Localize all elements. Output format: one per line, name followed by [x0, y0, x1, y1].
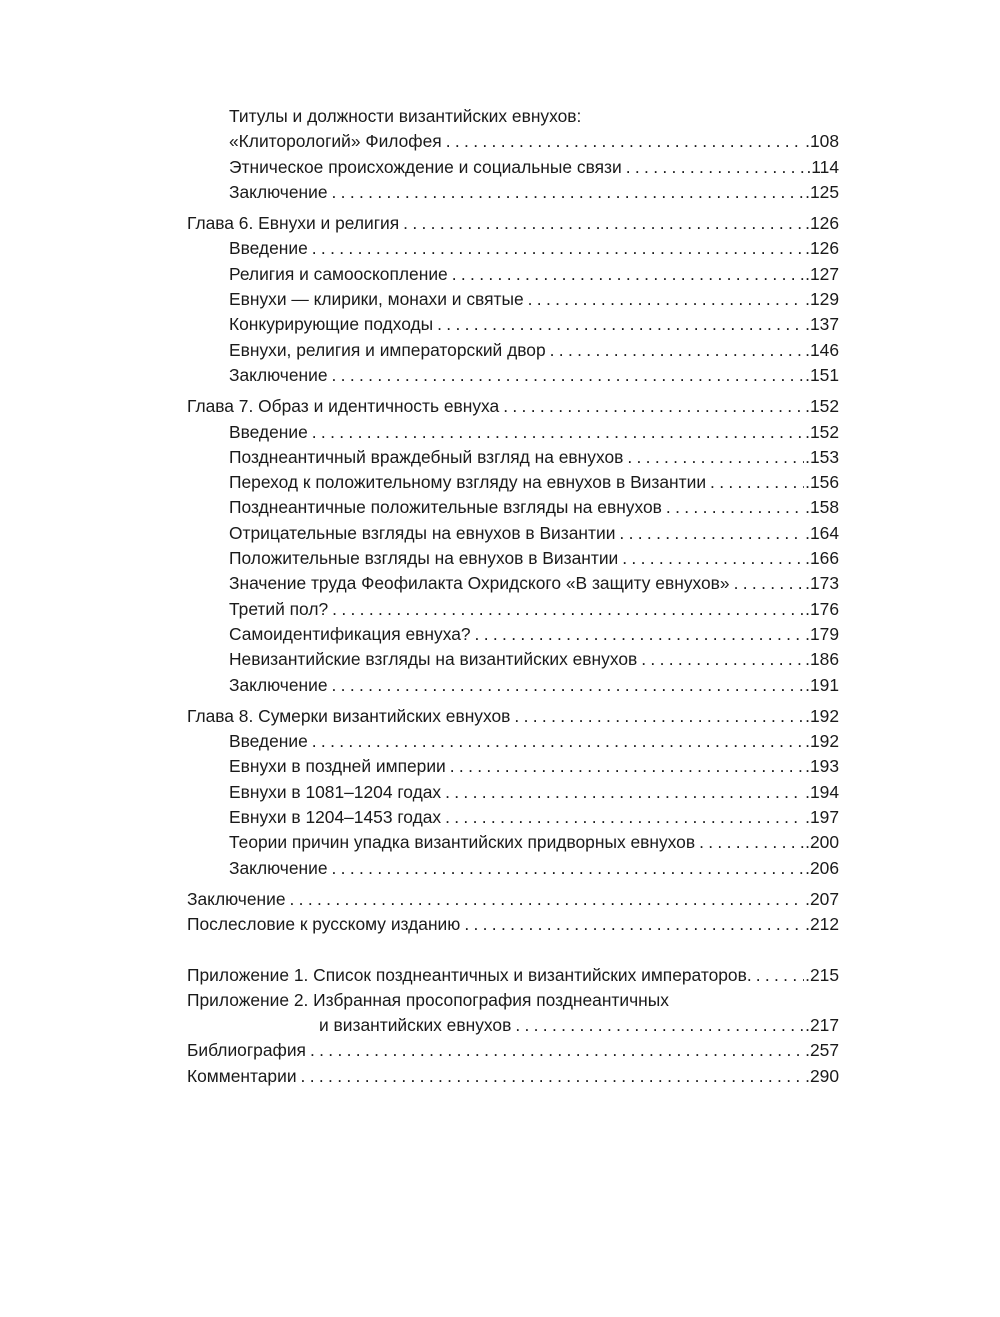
toc-entry — [187, 1013, 839, 1038]
toc-entry-page: .173 — [805, 573, 839, 594]
toc-entry — [187, 104, 839, 129]
dot-leader — [626, 155, 806, 180]
toc-entry-title: Религия и самооскопление — [229, 263, 448, 284]
dot-leader — [619, 521, 804, 546]
toc-entry-title: Этническое происхождение и социальные связи — [229, 156, 622, 177]
toc-entry-title: Переход к положительному взгляду на евнухов в Византии — [229, 472, 707, 493]
toc-entry-title: Третий пол? — [229, 598, 329, 619]
dot-leader — [310, 1038, 804, 1063]
toc-entry — [187, 597, 839, 622]
dot-leader — [756, 963, 804, 988]
dot-leader — [312, 729, 804, 754]
toc-entry-title: Титулы и должности византийских евнухов: — [229, 106, 582, 126]
dot-leader — [403, 211, 804, 236]
toc-entry-title: Значение труда Феофилакта Охридского «В защиту евнухов» — [229, 573, 730, 594]
dot-leader — [332, 673, 805, 698]
toc-entry — [187, 887, 839, 912]
toc-entry-page: .166 — [805, 548, 839, 569]
table-of-contents — [187, 104, 839, 1089]
toc-entry — [187, 729, 839, 754]
dot-leader — [734, 571, 805, 596]
toc-entry-page: .192 — [805, 705, 839, 726]
toc-entry-page: .192 — [805, 731, 839, 752]
toc-entry — [187, 495, 839, 520]
toc-entry-title: Позднеантичные положительные взгляды на евнухов — [229, 497, 662, 518]
toc-entry — [187, 963, 839, 988]
toc-entry-page: .200 — [805, 832, 839, 853]
toc-entry-title: Введение — [229, 421, 308, 442]
toc-entry — [187, 622, 839, 647]
toc-chapter — [187, 394, 839, 419]
toc-entry — [187, 180, 839, 205]
dot-leader — [452, 262, 804, 287]
dot-leader — [503, 394, 804, 419]
toc-entry-page: .164 — [805, 522, 839, 543]
toc-entry-page: .186 — [805, 649, 839, 670]
toc-entry-title: Комментарии — [187, 1065, 297, 1086]
toc-entry — [187, 546, 839, 571]
toc-entry — [187, 470, 839, 495]
dot-leader — [514, 704, 804, 729]
toc-entry — [187, 571, 839, 596]
toc-entry — [187, 754, 839, 779]
toc-entry — [187, 312, 839, 337]
toc-entry-title: Положительные взгляды на евнухов в Византии — [229, 548, 619, 569]
toc-entry — [187, 287, 839, 312]
toc-entry-page: .152 — [805, 421, 839, 442]
toc-entry — [187, 262, 839, 287]
toc-entry-page: .290 — [805, 1065, 839, 1086]
toc-entry-title: Приложение 1. Список позднеантичных и византийских императоров. — [187, 964, 752, 985]
toc-entry-page: .156 — [805, 472, 839, 493]
toc-entry-page: .215 — [805, 964, 839, 985]
dot-leader — [627, 445, 804, 470]
toc-entry — [187, 830, 839, 855]
toc-entry — [187, 780, 839, 805]
toc-entry-title: Позднеантичный враждебный взгляд на евнухов — [229, 446, 624, 467]
toc-chapter-title: Глава 7. Образ и идентичность евнуха — [187, 396, 500, 417]
toc-entry-title: Послесловие к русскому изданию — [187, 914, 461, 935]
dot-leader — [446, 129, 804, 154]
dot-leader — [464, 912, 804, 937]
dot-leader — [475, 622, 805, 647]
toc-entry-page: .146 — [805, 339, 839, 360]
toc-entry-page: .152 — [805, 396, 839, 417]
dot-leader — [710, 470, 804, 495]
toc-entry-page: .137 — [805, 314, 839, 335]
dot-leader — [312, 236, 804, 261]
dot-leader — [445, 780, 804, 805]
toc-entry — [187, 988, 839, 1013]
toc-entry-page: .126 — [805, 238, 839, 259]
toc-entry-title: Евнухи, религия и императорский двор — [229, 339, 546, 360]
toc-entry-title: Конкурирующие подходы — [229, 314, 434, 335]
toc-entry-page: .108 — [805, 131, 839, 152]
dot-leader — [622, 546, 804, 571]
dot-leader — [332, 180, 805, 205]
toc-entry-title: Библиография — [187, 1040, 306, 1061]
toc-entry — [187, 1038, 839, 1063]
toc-entry-page: .194 — [805, 781, 839, 802]
dot-leader — [515, 1013, 804, 1038]
toc-entry — [187, 420, 839, 445]
toc-entry — [187, 338, 839, 363]
toc-entry-page: .129 — [805, 289, 839, 310]
toc-entry-page: .207 — [805, 888, 839, 909]
toc-chapter-title: Глава 8. Сумерки византийских евнухов — [187, 705, 511, 726]
toc-entry-title: Невизантийские взгляды на византийских евнухов — [229, 649, 638, 670]
toc-entry-title: Заключение — [229, 857, 328, 878]
toc-entry-page: .257 — [805, 1040, 839, 1061]
dot-leader — [450, 754, 804, 779]
toc-entry-page: .191 — [805, 674, 839, 695]
toc-entry-title: и византийских евнухов — [319, 1015, 512, 1036]
toc-entry-page: .217 — [805, 1015, 839, 1036]
spacer — [187, 938, 839, 963]
toc-entry-page: .158 — [805, 497, 839, 518]
toc-entry — [187, 805, 839, 830]
toc-chapter-title: Глава 6. Евнухи и религия — [187, 213, 400, 234]
toc-entry — [187, 236, 839, 261]
dot-leader — [301, 1064, 805, 1089]
toc-entry-title: Заключение — [187, 888, 286, 909]
toc-entry-title: Заключение — [229, 364, 328, 385]
toc-chapter — [187, 704, 839, 729]
dot-leader — [666, 495, 804, 520]
toc-entry — [187, 129, 839, 154]
toc-entry-page: .153 — [805, 446, 839, 467]
dot-leader — [332, 363, 805, 388]
toc-entry-page: .114 — [806, 156, 839, 177]
toc-entry — [187, 647, 839, 672]
dot-leader — [332, 856, 805, 881]
toc-entry — [187, 673, 839, 698]
dot-leader — [528, 287, 805, 312]
dot-leader — [437, 312, 804, 337]
toc-entry-title: Самоидентификация евнуха? — [229, 623, 471, 644]
toc-entry-page: .197 — [805, 807, 839, 828]
toc-entry — [187, 856, 839, 881]
toc-entry-page: .151 — [805, 364, 839, 385]
toc-entry-title: Введение — [229, 731, 308, 752]
toc-entry-title: Приложение 2. Избранная просопография позднеантичных — [187, 989, 669, 1010]
toc-entry-page: .176 — [805, 598, 839, 619]
toc-entry — [187, 1064, 839, 1089]
toc-entry-title: Евнухи в 1204–1453 годах — [229, 807, 442, 828]
dot-leader — [445, 805, 804, 830]
toc-entry — [187, 155, 839, 180]
toc-entry-title: Заключение — [229, 181, 328, 202]
toc-entry — [187, 912, 839, 937]
toc-entry-page: .127 — [805, 263, 839, 284]
toc-entry-title: Отрицательные взгляды на евнухов в Византии — [229, 522, 616, 543]
toc-entry — [187, 363, 839, 388]
dot-leader — [312, 420, 804, 445]
toc-entry-title: Евнухи — клирики, монахи и святые — [229, 289, 524, 310]
toc-entry-title: Заключение — [229, 674, 328, 695]
toc-entry-page: .212 — [805, 914, 839, 935]
dot-leader — [290, 887, 805, 912]
toc-entry-title: Введение — [229, 238, 308, 259]
dot-leader — [550, 338, 805, 363]
toc-entry — [187, 445, 839, 470]
toc-entry-page: .193 — [805, 756, 839, 777]
dot-leader — [699, 830, 804, 855]
toc-entry-page: .126 — [805, 213, 839, 234]
toc-entry-title: «Клиторологий» Филофея — [229, 131, 442, 152]
toc-entry-title: Евнухи в 1081–1204 годах — [229, 781, 442, 802]
toc-chapter — [187, 211, 839, 236]
toc-entry-page: .206 — [805, 857, 839, 878]
dot-leader — [641, 647, 804, 672]
dot-leader — [332, 597, 804, 622]
toc-entry-title: Евнухи в поздней империи — [229, 756, 446, 777]
toc-entry — [187, 521, 839, 546]
toc-entry-page: .125 — [805, 181, 839, 202]
toc-entry-page: .179 — [805, 623, 839, 644]
toc-entry-title: Теории причин упадка византийских придворных евнухов — [229, 832, 696, 853]
